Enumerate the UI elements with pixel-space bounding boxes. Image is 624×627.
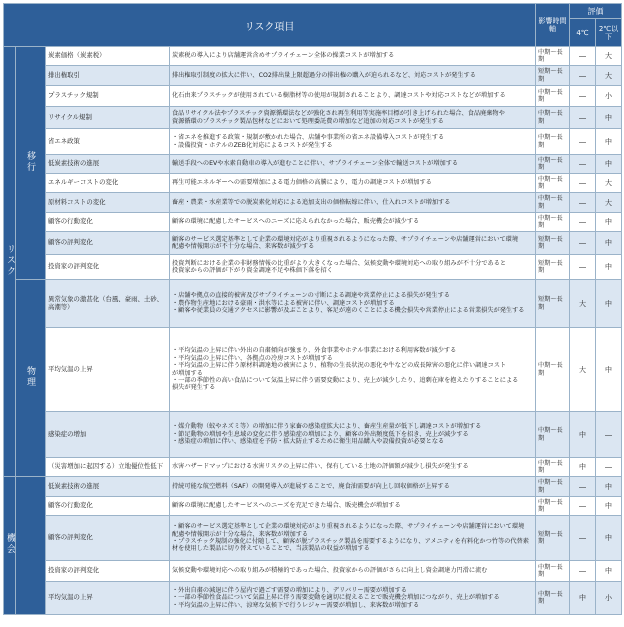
risk-description xyxy=(170,561,536,582)
risk-description xyxy=(170,412,536,458)
risk-description-line: 投資家からの評価が下がり資金調達不足や株価下落を招く xyxy=(172,267,333,274)
risk-description xyxy=(170,497,536,516)
risk-description xyxy=(170,129,536,155)
table-row xyxy=(4,47,622,66)
table-row xyxy=(4,458,622,477)
table-row xyxy=(4,155,622,174)
evaluation-2c: 中 xyxy=(596,516,622,561)
table-row xyxy=(4,129,622,155)
impact-time-axis: 短期～長期 xyxy=(536,232,570,255)
evaluation-4c: 中 xyxy=(570,582,596,615)
risk-description-line: ・店舗や拠点の直接的被害及びサプライチェーンの寸断による調達や営業停止による損失が発生する xyxy=(172,292,450,300)
risk-item-name: プラスチック規制 xyxy=(46,86,170,107)
group-transition xyxy=(16,47,46,280)
risk-item-name: 炭素価格（炭素税） xyxy=(46,47,170,66)
evaluation-4c: ― xyxy=(570,129,596,155)
evaluation-2c: 中 xyxy=(596,328,622,412)
risk-description xyxy=(170,582,536,615)
evaluation-4c: ― xyxy=(570,561,596,582)
impact-time-axis: 中期～長期 xyxy=(536,47,570,66)
evaluation-2c: 小 xyxy=(596,582,622,615)
risk-description xyxy=(170,86,536,107)
table-row xyxy=(4,107,622,129)
evaluation-2c: 大 xyxy=(596,193,622,213)
group-risk-label: リスク xyxy=(5,243,15,277)
impact-time-axis: 中期～長期 xyxy=(536,458,570,477)
evaluation-4c: ― xyxy=(570,86,596,107)
risk-item-name: 平均気温の上昇 xyxy=(46,582,170,615)
risk-description-line: 資源循環のプラスチック製品包材などにおいて処理委託費の増加など追加の対応コストが発生する xyxy=(172,117,444,125)
evaluation-2c: 中 xyxy=(596,497,622,516)
risk-description-line: 配慮や情報開示が不十分な場合、来客数が減少する xyxy=(172,243,315,250)
risk-description-line: ・一部の季節性食品について気温上昇に伴う需要変動を適切に捉えることで販売機会増加につながり、売上が増加する xyxy=(172,594,500,602)
risk-description-line: ・農作物生産地における豪雨・洪水等による被害に伴い、調達コストが増加する xyxy=(172,299,395,307)
table-row xyxy=(4,561,622,582)
header-time-axis: 影響時間軸 xyxy=(536,4,570,47)
evaluation-4c: 大 xyxy=(570,328,596,412)
risk-description xyxy=(170,477,536,497)
impact-time-axis: 中期～長期 xyxy=(536,497,570,516)
risk-description-line: 輸送手段へのEVや水素自動車の導入が進むことに伴い、サプライチェーン全体で輸送コストが増加する xyxy=(172,160,459,168)
risk-description-line: ・顧客のサービス選定基準として企業の環境対応がより重視されるようになった際、サプライチェーンや店舗運営において環境 xyxy=(172,523,525,531)
evaluation-2c: ― xyxy=(596,458,622,477)
risk-description xyxy=(170,47,536,66)
risk-description-line: 顧客の環境に配慮したサービスへのニーズに応えられなかった場合、販売機会が減少する xyxy=(172,218,420,226)
risk-description xyxy=(170,193,536,213)
group-physical xyxy=(16,280,46,477)
risk-description-line: ・平均気温の上昇に伴い、各拠点の冷房コストが増加する xyxy=(172,354,333,362)
risk-description xyxy=(170,328,536,412)
table-row xyxy=(4,412,622,458)
table-row xyxy=(4,582,622,615)
risk-description xyxy=(170,516,536,561)
risk-description-line: ・感染症の増加に伴い、感染症を予防・拡大防止するために衛生用品購入や設備投資が必要となる xyxy=(172,438,445,446)
evaluation-4c: ― xyxy=(570,47,596,66)
group-transition-label: 移行 xyxy=(25,150,35,173)
table-row xyxy=(4,255,622,280)
risk-item-name: 投資家の評判変化 xyxy=(46,561,170,582)
evaluation-2c: ― xyxy=(596,412,622,458)
impact-time-axis: 中期～長期 xyxy=(536,193,570,213)
group-physical-label: 物理 xyxy=(25,365,35,388)
group-opportunity xyxy=(4,477,16,615)
risk-description-line: 再生可能エネルギーへの需要増加による電力価格の高騰により、電力の調達コストが増加する xyxy=(172,179,432,187)
table-row xyxy=(4,174,622,193)
risk-description xyxy=(170,174,536,193)
impact-time-axis: 中期～長期 xyxy=(536,412,570,458)
impact-time-axis: 短期～長期 xyxy=(536,66,570,86)
impact-time-axis: 中期～長期 xyxy=(536,86,570,107)
risk-description xyxy=(170,255,536,280)
risk-description xyxy=(170,232,536,255)
risk-item-name: 顧客の行動変化 xyxy=(46,213,170,232)
table-row xyxy=(4,280,622,328)
risk-description xyxy=(170,66,536,86)
evaluation-4c: 中 xyxy=(570,412,596,458)
impact-time-axis: 中期～長期 xyxy=(536,213,570,232)
risk-description-line: ・媒介動物（蚊やネズミ等）の増加に伴う家畜の感染症拡大により、畜産生産量が低下し調達コストが増加する xyxy=(172,423,482,431)
evaluation-2c: 小 xyxy=(596,86,622,107)
risk-description-line: 配慮や情報開示が十分な場合、来客数が増加する xyxy=(172,530,309,538)
table-body xyxy=(4,47,622,615)
evaluation-2c: 中 xyxy=(596,477,622,497)
table-row xyxy=(4,66,622,86)
evaluation-4c: ― xyxy=(570,477,596,497)
evaluation-4c: ― xyxy=(570,497,596,516)
risk-description xyxy=(170,458,536,477)
evaluation-4c: ― xyxy=(570,155,596,174)
risk-description-line: 食品リサイクル法やプラスチック資源循環法などが強化され再生利用等実施率目標が引き上げられた場合、食品廃棄物や xyxy=(172,110,505,118)
evaluation-2c: 中 xyxy=(596,561,622,582)
evaluation-4c: ― xyxy=(570,232,596,255)
group-risk xyxy=(4,47,16,477)
risk-description-line: 気候変動や環境対応への取り組みが積極的であった場合、投資家からの評価がさらに向上し資金調達力円滑に流む xyxy=(172,567,488,575)
risk-item-name: 排出権取引 xyxy=(46,66,170,86)
impact-time-axis: 中期～長期 xyxy=(536,129,570,155)
impact-time-axis: 中期～長期 xyxy=(536,107,570,129)
risk-description-line: ・平均気温の上昇に伴う原材料調達地の被害により、植物の生長状況の悪化や牛などの成長障害の悪化に伴い調達コスト xyxy=(172,362,507,370)
risk-description xyxy=(170,280,536,328)
evaluation-4c: ― xyxy=(570,174,596,193)
impact-time-axis: 中期～長期 xyxy=(536,328,570,412)
risk-description-line: ・平均気温の上昇に伴い、涼寒な気候下で行うレジャー需要が増加し、来客数が増加する xyxy=(172,601,420,609)
header-evaluation: 評価 xyxy=(570,4,622,19)
risk-description-line: 投資判断における企業の非財務情報の比重がより大きくなった場合、気候変動や環境対応への取り組みが不十分であると xyxy=(172,259,507,267)
risk-description-line: 顧客のサービス選定基準として企業の環境対応がより重視されるようになった際、サプライチェーンや店舗運営において環境 xyxy=(172,235,519,243)
risk-description-line: ・省エネを推進する政策・規制が敷かれた場合、店舗や事業所の省エネ設備導入コストが発生する xyxy=(172,134,445,142)
header-risk-item: リスク項目 xyxy=(4,4,536,47)
impact-time-axis: 中期～長期 xyxy=(536,477,570,497)
risk-description-line: ・プラスチック規制の強化に付随して、顧客が脱プラスチック製品を需要するようになり、アメニティを有料化かつ竹等の代替素 xyxy=(172,538,529,545)
risk-description-line: 顧客の環境に配慮したサービスへのニーズを充足できた場合、販売機会が増加する xyxy=(172,502,401,510)
evaluation-2c: 中 xyxy=(596,129,622,155)
risk-item-name: 異常気象の激甚化（台風、豪雨、土砂、高潮等） xyxy=(46,280,170,328)
risk-description-line: 材を使用した製品に切り替えていることで、当該製品の収益が増加する xyxy=(172,545,370,553)
impact-time-axis: 中期～長期 xyxy=(536,561,570,582)
risk-item-name: 省エネ政策 xyxy=(46,129,170,155)
evaluation-2c: 中 xyxy=(596,232,622,255)
risk-item-name: 感染症の増加 xyxy=(46,412,170,458)
impact-time-axis: 中期～長期 xyxy=(536,582,570,615)
evaluation-4c: ― xyxy=(570,255,596,280)
group-opportunity-spacer xyxy=(16,477,46,615)
evaluation-2c: 中 xyxy=(596,280,622,328)
risk-item-name: （災害増加に起因する）立地優位性低下 xyxy=(46,458,170,477)
risk-item-name: エネルギーコストの変化 xyxy=(46,174,170,193)
risk-description-line: 持続可能な航空燃料（SAF）の開発導入が進展することで、廃食油需要が向上し回収価格が上昇する xyxy=(172,482,450,490)
impact-time-axis: 短期～長期 xyxy=(536,516,570,561)
risk-description xyxy=(170,213,536,232)
group-opportunity-label: 機会 xyxy=(5,533,15,555)
table-row xyxy=(4,86,622,107)
risk-description-line: 水害ハザードマップにおける水害リスクの上昇に伴い、保有している土地の評価額が減少し損失が発生する xyxy=(172,463,469,471)
risk-description-line: 損失が発生する xyxy=(172,384,216,392)
risk-description-line: ・顧客や従業員の交通アクセスに影響が及ぶことより、客足が遠のくことによる機会損失や営業停止による営業損失が発生する xyxy=(172,307,525,315)
risk-item-name: 低炭素技術の進展 xyxy=(46,155,170,174)
evaluation-2c: 中 xyxy=(596,155,622,174)
header-eval-2c: 2℃以下 xyxy=(596,19,622,47)
evaluation-2c: 中 xyxy=(596,213,622,232)
impact-time-axis: 短期～長期 xyxy=(536,280,570,328)
risk-description-line: 畜産・農業・水産業等での脱炭素化対応による追加支出の価格転嫁に伴い、仕入れコストが増加する xyxy=(172,198,451,206)
risk-description-line: ・平均気温の上昇に伴い外出の自粛傾向が強まり、外食事業やホテル事業における利用客数が減少する xyxy=(172,347,457,355)
risk-description-line: 炭素税の導入により店舗運営含めサプライチェーン全体の操業コストが増加する xyxy=(172,52,395,60)
table-row xyxy=(4,516,622,561)
table-row xyxy=(4,477,622,497)
evaluation-2c: 大 xyxy=(596,47,622,66)
risk-table xyxy=(3,3,622,615)
risk-item-name: 平均気温の上昇 xyxy=(46,328,170,412)
table-row xyxy=(4,193,622,213)
evaluation-2c: 大 xyxy=(596,66,622,86)
evaluation-4c: ― xyxy=(570,193,596,213)
risk-description xyxy=(170,107,536,129)
impact-time-axis: 中期～長期 xyxy=(536,155,570,174)
risk-item-name: 顧客の行動変化 xyxy=(46,497,170,516)
risk-description-line: が増加する xyxy=(172,369,203,377)
risk-item-name: 原材料コストの変化 xyxy=(46,193,170,213)
risk-description-line: ・節足動物の増加や生息域の変化に伴う感染症の増加により、顧客の外出頻度低下を招き、売上が減少する xyxy=(172,430,469,438)
evaluation-4c: ― xyxy=(570,213,596,232)
table-row xyxy=(4,497,622,516)
risk-description-line: ・外出自粛の減退に伴う屋内で過ごす需要の増加により、デリバリー需要が増加する xyxy=(172,586,407,594)
evaluation-2c: 大 xyxy=(596,174,622,193)
impact-time-axis: 中期～長期 xyxy=(536,174,570,193)
header-eval-4c: 4℃ xyxy=(570,19,596,47)
impact-time-axis: 短期～長期 xyxy=(536,255,570,280)
risk-description-line: ・一部の季節性の高い食品について気温上昇に伴う需要変動により、売上が減少したり、追剰在庫を抱えたりすることによる xyxy=(172,376,519,384)
risk-item-name: 低炭素技術の進展 xyxy=(46,477,170,497)
evaluation-4c: 大 xyxy=(570,280,596,328)
evaluation-4c: ― xyxy=(570,516,596,561)
risk-description-line: ・設備投資・ホテルのZEB化対応によるコストが発生する xyxy=(172,141,333,149)
risk-item-name: リサイクル規制 xyxy=(46,107,170,129)
table-row xyxy=(4,328,622,412)
risk-item-name: 投資家の評判変化 xyxy=(46,255,170,280)
evaluation-4c: ― xyxy=(570,66,596,86)
table-row xyxy=(4,213,622,232)
table-row xyxy=(4,232,622,255)
risk-item-name: 顧客の評判変化 xyxy=(46,232,170,255)
risk-description-line: 排出権取引制度の拡大に伴い、CO2排出量上限超過分の排出権の購入が迫られるなど、対応コストが発生する xyxy=(172,71,476,79)
risk-item-name: 顧客の評判変化 xyxy=(46,516,170,561)
evaluation-2c: 中 xyxy=(596,107,622,129)
evaluation-4c: 中 xyxy=(570,458,596,477)
risk-description-line: 化石由来プラスチックが使用されている樹脂材等の使用が規制されることより、調達コストや対応コストなどが増加する xyxy=(172,92,506,100)
risk-description xyxy=(170,155,536,174)
evaluation-4c: ― xyxy=(570,107,596,129)
evaluation-2c: 中 xyxy=(596,255,622,280)
